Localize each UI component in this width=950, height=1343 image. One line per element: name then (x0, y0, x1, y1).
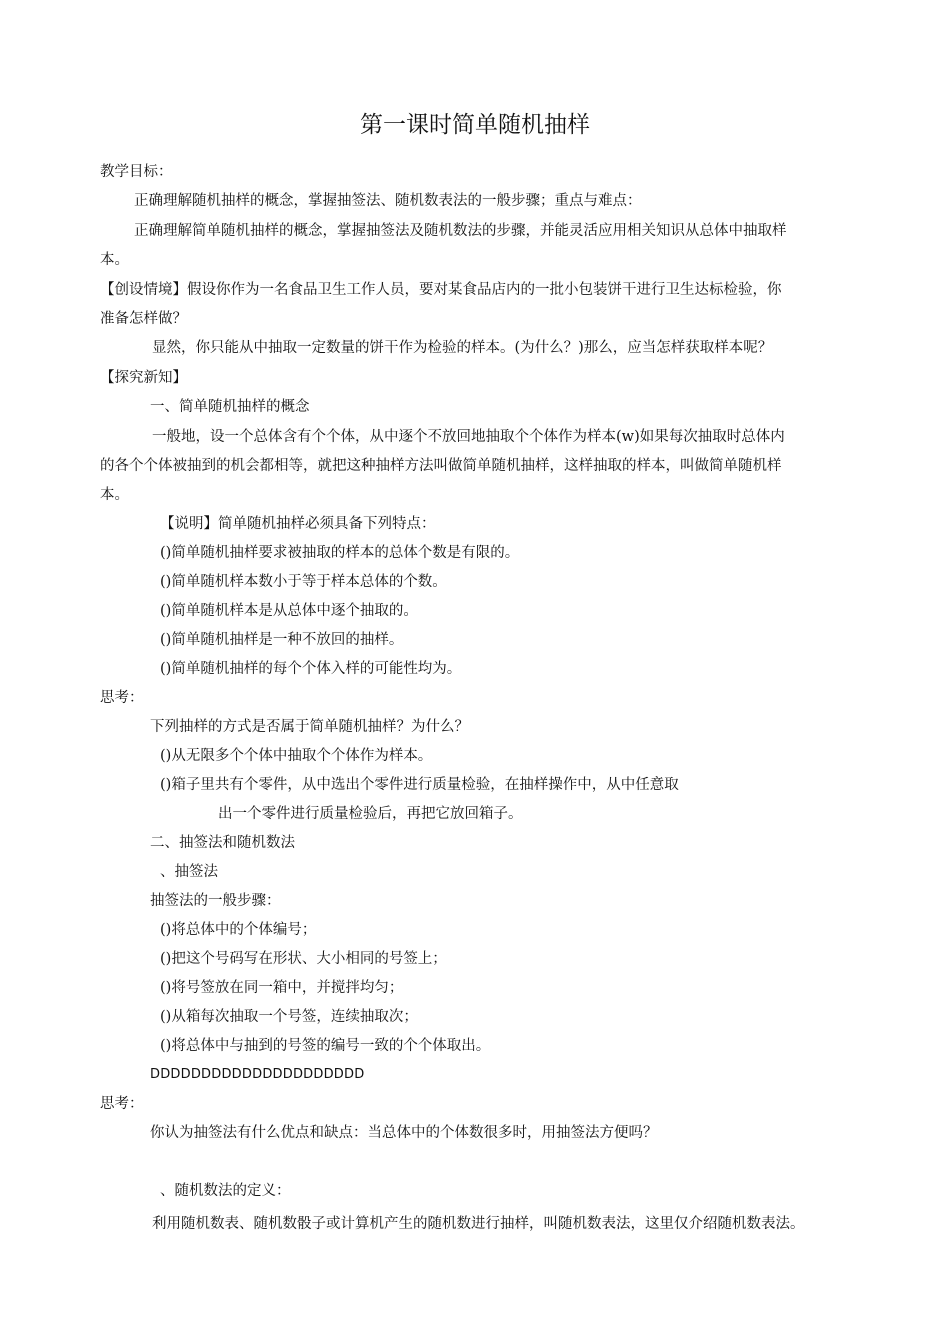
think-1-heading: 思考： (100, 690, 144, 706)
lottery-step: ()把这个号码写在形状、大小相同的号签上； (160, 951, 447, 967)
note-heading: 【说明】简单随机抽样必须具备下列特点： (160, 516, 436, 532)
explore-heading: 【探究新知】 (100, 370, 187, 386)
think-1-item-1: ()从无限多个个体中抽取个个体作为样本。 (160, 748, 433, 764)
feature-item: ()简单随机抽样要求被抽取的样本的总体个数是有限的。 (160, 545, 520, 561)
definition-line-3: 本。 (100, 487, 129, 503)
goals-line-2-cont: 本。 (100, 252, 129, 268)
think-1-item-2: ()箱子里共有个零件，从中选出个零件进行质量检验，在抽样操作中，从中任意取 (160, 777, 679, 793)
think-2-heading: 思考： (100, 1096, 144, 1112)
scenario-line-1: 【创设情境】假设你作为一名食品卫生工作人员，要对某食品店内的一批小包装饼干进行卫生达标检验，你 (100, 282, 782, 298)
scenario-line-3: 显然，你只能从中抽取一定数量的饼干作为检验的样本。(为什么？)那么，应当怎样获取样本呢？ (152, 340, 773, 356)
think-2-question: 你认为抽签法有什么优点和缺点：当总体中的个体数很多时，用抽签法方便吗？ (150, 1125, 658, 1141)
random-subheading: 、随机数法的定义： (160, 1183, 291, 1199)
random-definition: 利用随机数表、随机数骰子或计算机产生的随机数进行抽样，叫随机数表法，这里仅介绍随机数表法。 (152, 1216, 805, 1232)
lottery-step: ()将总体中的个体编号； (160, 922, 317, 938)
section-1-heading: 一、简单随机抽样的概念 (150, 399, 310, 415)
lottery-steps-heading: 抽签法的一般步骤： (150, 893, 281, 909)
feature-item: ()简单随机抽样是一种不放回的抽样。 (160, 632, 404, 648)
page-title: 第一课时简单随机抽样 (360, 112, 590, 138)
goals-line-2: 正确理解简单随机抽样的概念，掌握抽签法及随机数法的步骤，并能灵活应用相关知识从总体中抽取样 (134, 223, 787, 239)
think-1-question: 下列抽样的方式是否属于简单随机抽样？为什么？ (150, 719, 469, 735)
definition-line-2: 的各个个体被抽到的机会都相等，就把这种抽样方法叫做简单随机抽样，这样抽取的样本，叫做简单随机样 (100, 458, 782, 474)
lottery-step: ()从箱每次抽取一个号签，连续抽取次； (160, 1009, 418, 1025)
goals-line-1: 正确理解随机抽样的概念，掌握抽签法、随机数表法的一般步骤；重点与难点： (134, 193, 642, 209)
think-1-item-2-cont: 出一个零件进行质量检验后，再把它放回箱子。 (218, 806, 523, 822)
feature-item: ()简单随机样本数小于等于样本总体的个数。 (160, 574, 447, 590)
placeholder-boxes: DDDDDDDDDDDDDDDDDDDDD (150, 1067, 365, 1082)
feature-item: ()简单随机样本是从总体中逐个抽取的。 (160, 603, 418, 619)
lottery-step: ()将总体中与抽到的号签的编号一致的个个体取出。 (160, 1038, 491, 1054)
scenario-line-2: 准备怎样做？ (100, 311, 187, 327)
feature-item: ()简单随机抽样的每个个体入样的可能性均为。 (160, 661, 462, 677)
definition-line-1: 一般地，设一个总体含有个个体，从中逐个不放回地抽取个个体作为样本(w)如果每次抽取时总体内 (152, 429, 785, 445)
goals-heading: 教学目标： (100, 164, 173, 180)
lottery-step: ()将号签放在同一箱中，并搅拌均匀； (160, 980, 404, 996)
lottery-subheading: 、抽签法 (160, 864, 218, 880)
section-2-heading: 二、抽签法和随机数法 (150, 835, 295, 851)
